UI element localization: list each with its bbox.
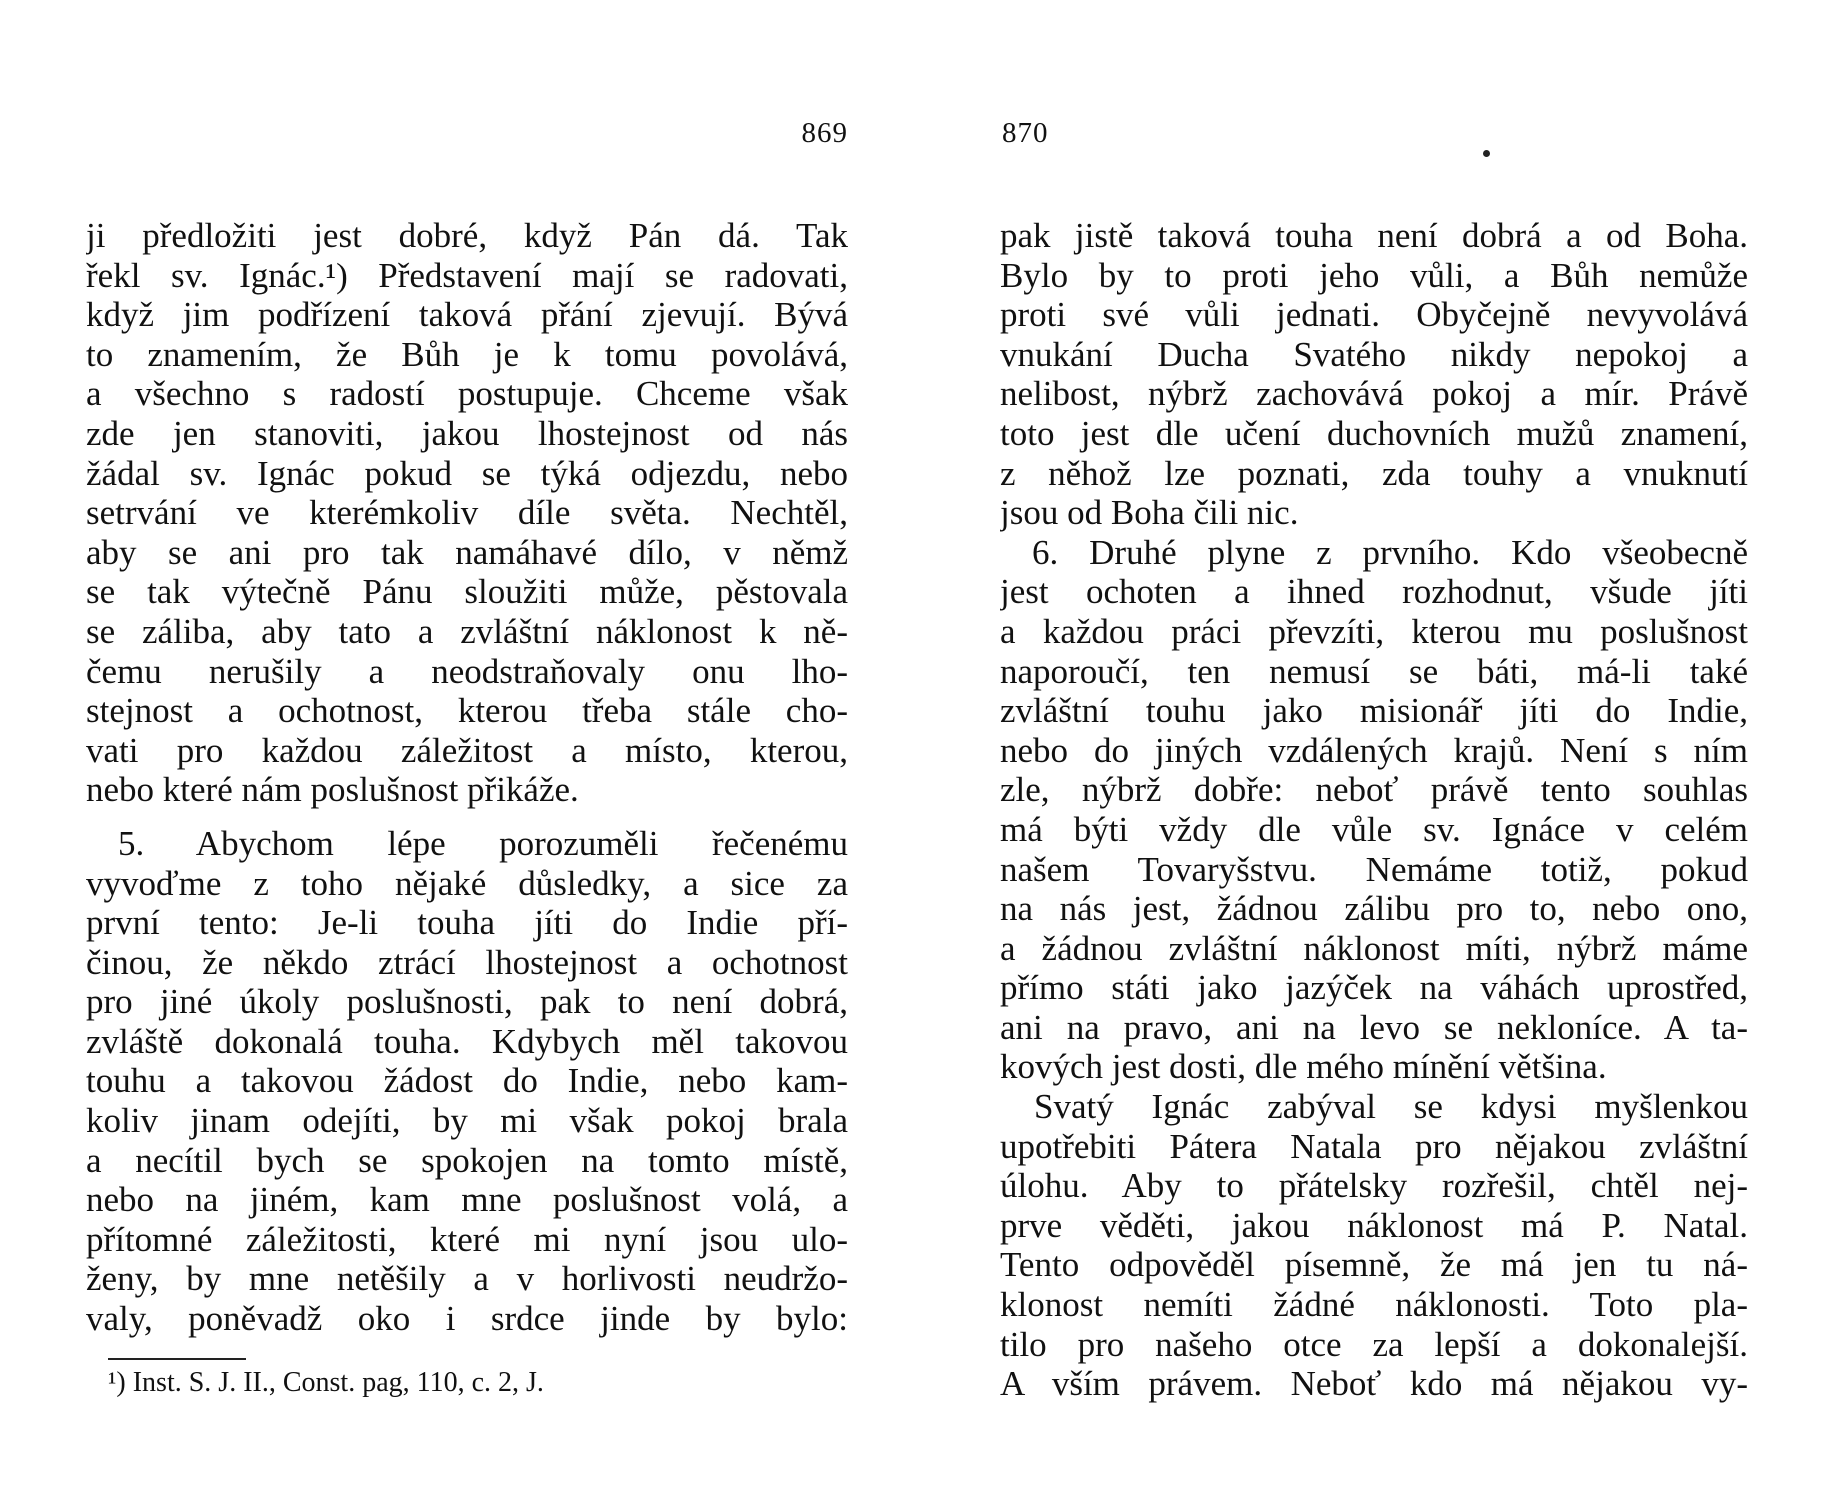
page-number-right: 870 <box>1002 117 1049 149</box>
text-line: na nás jest, žádnou zálibu pro to, nebo ono, <box>1000 889 1748 929</box>
text-line: nebo které nám poslušnost přikáže. <box>86 770 579 810</box>
text-line: a necítil bych se spokojen na tomto místě, <box>86 1140 848 1180</box>
text-line: se tak výtečně Pánu sloužiti může, pěstovala <box>86 572 848 612</box>
right-page <box>1000 0 1748 1500</box>
text-line: ji předložiti jest dobré, když Pán dá. Tak <box>86 216 848 255</box>
text-line: koliv jinam odejíti, by mi však pokoj brala <box>86 1101 848 1141</box>
text-line: přímo státi jako jazýček na váhách uprostřed, <box>1000 968 1748 1008</box>
text-line: když jim podřízení taková přání zjevují. Bývá <box>86 295 848 335</box>
left-page <box>86 0 848 1500</box>
text-line: toto jest dle učení duchovních mužů znamení, <box>1000 413 1748 453</box>
text-line: zde jen stanoviti, jakou lhostejnost od nás <box>86 413 848 453</box>
text-line: touhu a takovou žádost do Indie, nebo kam- <box>86 1061 848 1101</box>
text-line: činou, že někdo ztrácí lhostejnost a ochotnost <box>86 942 848 982</box>
text-line: kových jest dosti, dle mého mínění většina. <box>1000 1047 1607 1087</box>
text-line: čemu nerušily a neodstraňovaly onu lho- <box>86 651 848 691</box>
text-line: pro jiné úkoly poslušnosti, pak to není dobrá, <box>86 982 848 1022</box>
text-line: žádal sv. Ignác pokud se týká odjezdu, nebo <box>86 453 848 493</box>
text-line: vnukání Ducha Svatého nikdy nepokoj a <box>1000 334 1748 374</box>
text-line: valy, poněvadž oko i srdce jinde by bylo: <box>86 1299 848 1339</box>
text-line: vyvoďme z toho nějaké důsledky, a sice za <box>86 863 848 903</box>
text-line: upotřebiti Pátera Natala pro nějakou zvláštní <box>1000 1126 1748 1166</box>
paragraph-start: 6. Druhé plyne z prvního. Kdo všeobecně <box>1032 532 1748 572</box>
text-line: řekl sv. Ignác.¹) Představení mají se radovati, <box>86 255 848 295</box>
text-line: jsou od Boha čili nic. <box>1000 493 1299 533</box>
text-line: A vším právem. Neboť kdo má nějakou vy- <box>1000 1364 1748 1404</box>
text-line: naporoučí, ten nemusí se báti, má-li také <box>1000 651 1748 691</box>
text-line: zvláště dokonalá touha. Kdybych měl takovou <box>86 1021 848 1061</box>
footnote: ¹) Inst. S. J. II., Const. pag, 110, c. 2, J. <box>108 1367 544 1398</box>
text-line: Bylo by to proti jeho vůli, a Bůh nemůže <box>1000 255 1748 295</box>
text-line: z něhož lze poznati, zda touhy a vnuknutí <box>1000 453 1748 493</box>
text-line: vati pro každou záležitost a místo, kterou, <box>86 730 848 770</box>
left-page-text <box>86 216 848 1339</box>
text-line: Tento odpověděl písemně, že má jen tu ná- <box>1000 1245 1748 1285</box>
paragraph-gap <box>86 810 848 824</box>
ink-speck <box>1483 150 1490 157</box>
text-line: proti své vůli jednati. Obyčejně nevyvolává <box>1000 295 1748 335</box>
text-line: přítomné záležitosti, které mi nyní jsou ulo- <box>86 1219 848 1259</box>
text-line: a všechno s radostí postupuje. Chceme však <box>86 374 848 414</box>
text-line: prve věděti, jakou náklonost má P. Natal. <box>1000 1205 1748 1245</box>
text-line: a každou práci převzíti, kterou mu poslušnost <box>1000 611 1748 651</box>
text-line: nebo na jiném, kam mne poslušnost volá, a <box>86 1180 848 1220</box>
text-line: to znamením, že Bůh je k tomu povolává, <box>86 334 848 374</box>
text-line: ženy, by mne netěšily a v horlivosti neudržo- <box>86 1259 848 1299</box>
right-page-text <box>1000 216 1748 1404</box>
text-line: pak jistě taková touha není dobrá a od Boha. <box>1000 216 1748 255</box>
footnote-divider <box>108 1358 246 1360</box>
text-line: ani na pravo, ani na levo se nekloníce. A ta- <box>1000 1007 1748 1047</box>
text-line: nelibost, nýbrž zachovává pokoj a mír. Právě <box>1000 374 1748 414</box>
paragraph-start: 5. Abychom lépe porozuměli řečenému <box>118 823 848 863</box>
text-line: jest ochoten a ihned rozhodnut, všude jíti <box>1000 572 1748 612</box>
page-number-left: 869 <box>801 117 848 149</box>
text-line: a žádnou zvláštní náklonost míti, nýbrž máme <box>1000 928 1748 968</box>
text-line: úlohu. Aby to přátelsky rozřešil, chtěl nej- <box>1000 1166 1748 1206</box>
text-line: našem Tovaryšstvu. Nemáme totiž, pokud <box>1000 849 1748 889</box>
text-line: zvláštní touhu jako misionář jíti do Indie, <box>1000 691 1748 731</box>
text-line: první tento: Je-li touha jíti do Indie pří- <box>86 903 848 943</box>
text-line: má býti vždy dle vůle sv. Ignáce v celém <box>1000 809 1748 849</box>
text-line: stejnost a ochotnost, kterou třeba stále cho- <box>86 691 848 731</box>
text-line: klonost nemíti žádné náklonosti. Toto pla- <box>1000 1285 1748 1325</box>
paragraph-start: Svatý Ignác zabýval se kdysi myšlenkou <box>1034 1087 1748 1127</box>
text-line: setrvání ve kterémkoliv díle světa. Nechtěl, <box>86 493 848 533</box>
text-line: tilo pro našeho otce za lepší a dokonalejší. <box>1000 1324 1748 1364</box>
text-line: aby se ani pro tak namáhavé dílo, v němž <box>86 532 848 572</box>
text-line: zle, nýbrž dobře: neboť právě tento souhlas <box>1000 770 1748 810</box>
text-line: nebo do jiných vzdálených krajů. Není s ním <box>1000 730 1748 770</box>
text-line: se záliba, aby tato a zvláštní náklonost k ně- <box>86 611 848 651</box>
